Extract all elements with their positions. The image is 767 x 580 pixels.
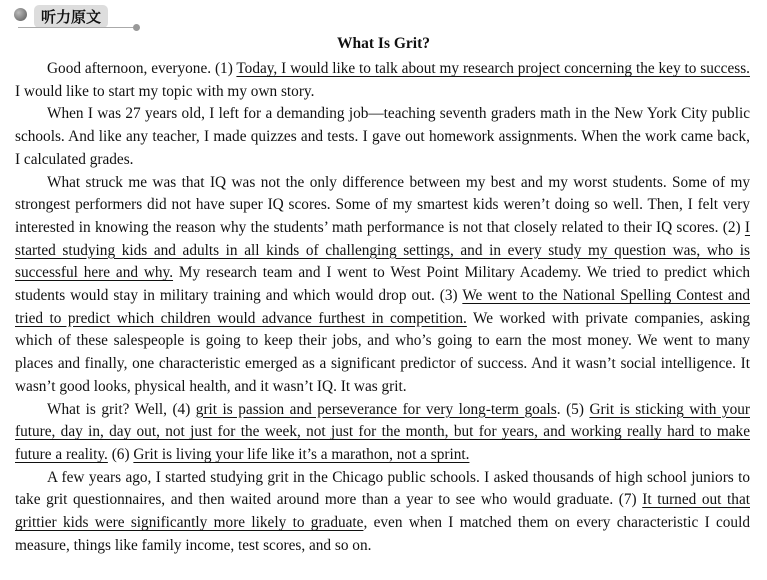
- text-segment: Good afternoon, everyone. (1): [47, 60, 237, 77]
- text-segment: I would like to start my topic with my own story.: [15, 82, 315, 100]
- paragraph: [15, 103, 750, 171]
- text-segment: A few years ago, I started studying grit in the Chicago public schools. I asked thousands of high school juniors to take grit questionnaires, and then waited around more than a year to see who would graduate. (7): [15, 468, 750, 509]
- underlined-key-sentence: Grit is sticking with your future, day in, day out, not just for the week, not just for the month, but for years, and working really hard to make future a reality.: [15, 400, 750, 463]
- text-segment: What struck me was that IQ was not the only difference between my best and my worst students. Some of my strongest performers did not have super IQ scores. Some of my smartest kids weren’t doing so well. Then, I felt very interested in knowing the reason why the students’ math performance is not that closely related to their IQ scores. (2): [15, 173, 750, 236]
- divider-end-dot: [133, 24, 140, 31]
- section-label: 听力原文: [34, 5, 108, 28]
- text-segment: When I was 27 years old, I left for a demanding job—teaching seventh graders math in the New York City public schools. And like any teacher, I made quizzes and tests. I gave out homework assignments. When the work came back, I calculated grades.: [15, 105, 750, 168]
- underlined-key-sentence: I started studying kids and adults in all kinds of challenging settings, and in every study my question was, who is successful here and why.: [15, 218, 750, 282]
- header-divider: [18, 27, 136, 28]
- underlined-key-sentence: It turned out that grittier kids were significantly more likely to graduate: [15, 491, 750, 532]
- text-segment: (6): [107, 445, 134, 463]
- bullet-circle-icon: [14, 8, 27, 21]
- underlined-key-sentence: Grit is living your life like it’s a marathon, not a sprint.: [133, 445, 470, 463]
- text-segment: , even when I matched them on every characteristic I could measure, things like family income, test scores, and so on.: [15, 514, 750, 554]
- paragraph: [15, 58, 750, 103]
- underlined-key-sentence: We went to the National Spelling Contest and tried to predict which children would advance furthest in competition.: [15, 287, 750, 327]
- text-segment: My research team and I went to West Point Military Academy. We tried to predict which students would stay in military training and which would drop out. (3): [15, 264, 750, 305]
- text-segment: What is grit? Well, (4): [47, 400, 196, 418]
- paragraph: [15, 467, 750, 558]
- text-segment: . (5): [556, 400, 590, 418]
- document-title: What Is Grit?: [337, 35, 430, 52]
- paragraph: [15, 172, 750, 399]
- paragraph: [15, 399, 750, 467]
- underlined-key-sentence: grit is passion and perseverance for very long-term goals: [195, 400, 557, 418]
- underlined-key-sentence: Today, I would like to talk about my research project concerning the key to success.: [236, 60, 750, 77]
- text-segment: We worked with private companies, asking which of these salespeople is going to keep their jobs, and who’s going to earn the most money. We went to many places and finally, one characteristic emerged as a significant predictor of success. And it wasn’t social intelligence. It wasn’t good looks, physical health, and it wasn’t IQ. It was grit.: [15, 309, 751, 395]
- transcript-body: [15, 58, 750, 557]
